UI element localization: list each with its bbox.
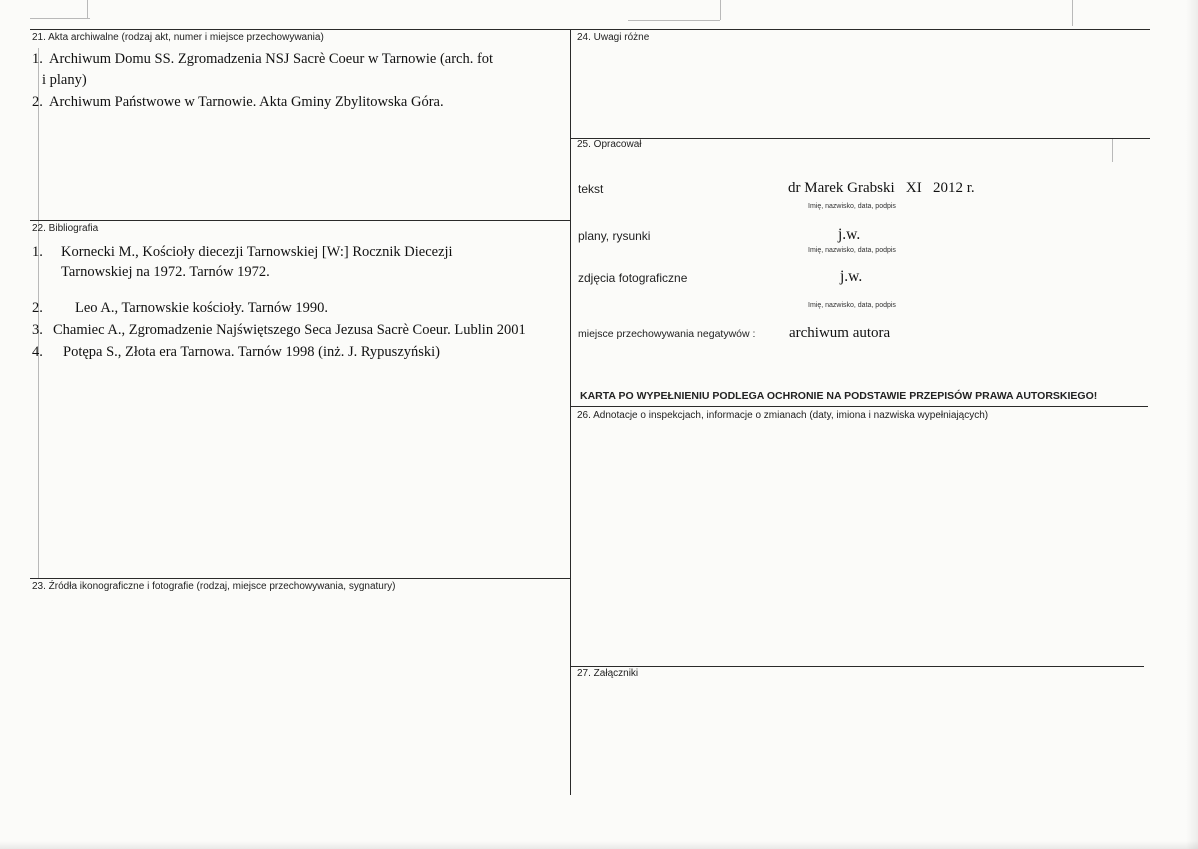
section-26-title: 26. Adnotacje o inspekcjach, informacje o zmianach (daty, imiona i nazwiska wypełniających)	[577, 410, 989, 421]
scan-artifact-line	[628, 20, 720, 21]
section-21-item-2-text: Archiwum Państwowe w Tarnowie. Akta Gminy Zbylitowska Góra.	[49, 94, 444, 110]
section-21-item-2-number: 2.	[32, 94, 43, 110]
scan-edge-shadow	[1186, 0, 1198, 849]
section-21-item-1-text-cont: i plany)	[42, 72, 87, 88]
negatives-location-value: archiwum autora	[789, 325, 891, 341]
divider-22-23	[30, 578, 570, 579]
section-24-title: 24. Uwagi różne	[577, 32, 650, 43]
section-22-item-3-text: Chamiec A., Zgromadzenie Najświętszego Seca Jezusa Sacrè Coeur. Lublin 2001	[53, 322, 526, 338]
scan-artifact-line	[87, 0, 88, 18]
section-23-title: 23. Źródła ikonograficzne i fotografie (rodzaj, miejsce przechowywania, sygnatury)	[32, 581, 396, 592]
divider-21-22	[30, 220, 570, 221]
scan-artifact-line	[30, 18, 90, 19]
scan-bottom-shadow	[0, 841, 1198, 849]
section-22-item-2-number: 2.	[32, 300, 43, 316]
row-plany-caption: Imię, nazwisko, data, podpis	[808, 247, 896, 254]
section-21-item-1-number: 1.	[32, 51, 43, 67]
negatives-location-label: miejsce przechowywania negatywów :	[578, 328, 756, 340]
row-tekst-caption: Imię, nazwisko, data, podpis	[808, 203, 896, 210]
row-zdjecia-label: zdjęcia fotograficzne	[578, 271, 688, 285]
center-divider	[570, 29, 571, 795]
top-border-line	[30, 29, 1150, 30]
section-21-title: 21. Akta archiwalne (rodzaj akt, numer i miejsce przechowywania)	[32, 32, 324, 43]
section-22-item-1-text-cont: Tarnowskiej na 1972. Tarnów 1972.	[61, 264, 270, 280]
section-22-item-2-text: Leo A., Tarnowskie kościoły. Tarnów 1990.	[75, 300, 329, 316]
row-tekst-label: tekst	[578, 182, 604, 196]
divider-25-26	[570, 406, 1148, 407]
right-margin-tick	[1112, 138, 1113, 162]
row-zdjecia-value: j.w.	[840, 268, 863, 285]
section-22-title: 22. Bibliografia	[32, 223, 99, 234]
scan-artifact-line	[1072, 0, 1073, 26]
section-27-title: 27. Załączniki	[577, 668, 639, 679]
scan-artifact-line	[720, 0, 721, 20]
section-22-item-4-number: 4.	[32, 344, 43, 360]
section-25-title: 25. Opracował	[577, 139, 642, 150]
section-21-item-1-text: Archiwum Domu SS. Zgromadzenia NSJ Sacrè Coeur w Tarnowie (arch. fot	[49, 51, 494, 67]
divider-26-27	[570, 666, 1144, 667]
row-plany-value: j.w.	[838, 226, 861, 243]
row-tekst-value: dr Marek Grabski XI 2012 r.	[788, 180, 975, 196]
row-zdjecia-caption: Imię, nazwisko, data, podpis	[808, 302, 896, 309]
row-plany-label: plany, rysunki	[578, 229, 651, 243]
divider-24-25	[570, 138, 1150, 139]
section-22-item-1-number: 1.	[32, 244, 43, 260]
section-22-item-3-number: 3.	[32, 322, 43, 338]
section-22-item-1-text: Kornecki M., Kościoły diecezji Tarnowskiej [W:] Rocznik Diecezji	[61, 244, 453, 260]
copyright-notice: KARTA PO WYPEŁNIENIU PODLEGA OCHRONIE NA PODSTAWIE PRZEPISÓW PRAWA AUTORSKIEGO!	[580, 390, 1098, 402]
section-22-item-4-text: Potępa S., Złota era Tarnowa. Tarnów 1998 (inż. J. Rypuszyński)	[63, 344, 441, 360]
